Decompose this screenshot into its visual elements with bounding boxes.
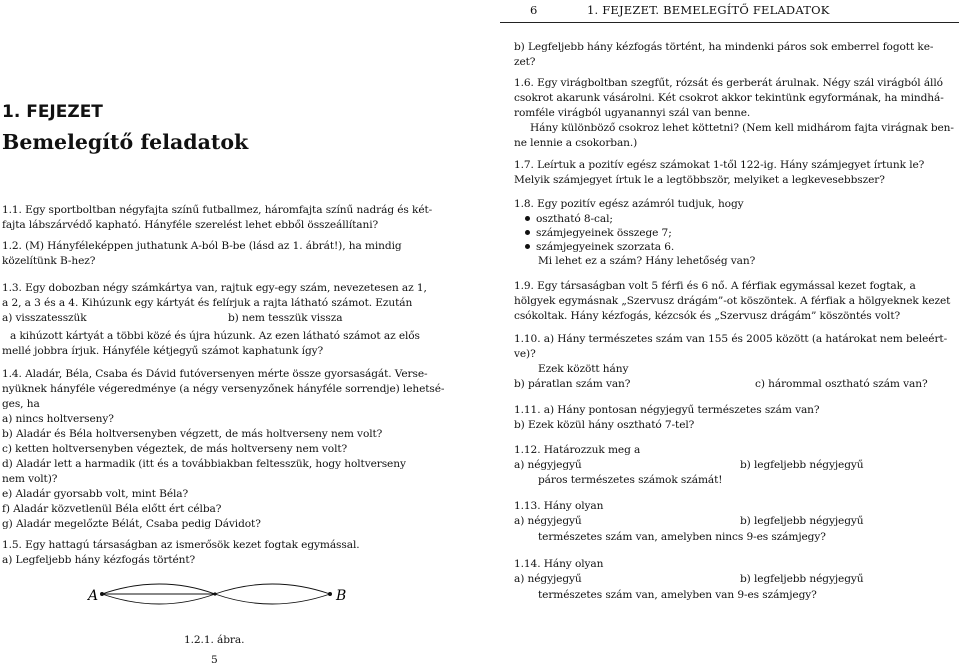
problem-1-5-a: a) Legfeljebb hány kézfogás történt? bbox=[2, 554, 196, 566]
running-title: 1. FEJEZET. BEMELEGÍTŐ FELADATOK bbox=[587, 3, 830, 17]
label-b: B bbox=[336, 588, 347, 604]
problem-1-14: 1.14. Hány olyan bbox=[514, 558, 604, 570]
chapter-title: Bemelegítő feladatok bbox=[2, 130, 249, 154]
bullet-icon bbox=[525, 230, 530, 235]
problem-1-12-a: a) négyjegyű bbox=[514, 459, 582, 471]
problem-1-11-b: b) Ezek közül hány osztható 7-tel? bbox=[514, 419, 695, 431]
problem-1-4-c: c) ketten holtversenyben végeztek, de más holtverseny nem volt? bbox=[2, 443, 348, 455]
problem-1-9-line: hölgyek egymásnak „Szervusz drágám”-ot köszöntek. A férfiak a hölgyeknek kezet bbox=[514, 295, 951, 307]
problem-1-10-b: b) páratlan szám van? bbox=[514, 378, 631, 390]
problem-1-4-b: b) Aladár és Béla holtversenyben végzett, de más holtverseny nem volt? bbox=[2, 428, 383, 440]
problem-1-6-line: romféle virágból ugyanannyi szál van benne. bbox=[514, 107, 751, 119]
problem-1-6: 1.6. Egy virágboltban szegfűt, rózsát és gerberát árulnak. Négy szál virágból álló bbox=[514, 77, 943, 89]
problem-1-14-line: természetes szám van, amelyben van 9-es számjegy? bbox=[538, 589, 817, 601]
problem-1-1-line: fajta lábszárvédő kapható. Hányféle szerelést lehet ebből összeállítani? bbox=[2, 219, 379, 231]
bullet-icon bbox=[525, 244, 530, 249]
problem-1-3: 1.3. Egy dobozban négy számkártya van, rajtuk egy-egy szám, nevezetesen az 1, bbox=[2, 282, 427, 294]
problem-1-9-line: csókoltak. Hány kézfogás, kézcsók és „Szervusz drágám” köszöntés volt? bbox=[514, 310, 901, 322]
problem-1-3-line: mellé jobbra írjuk. Hányféle kétjegyű számot kaphatunk így? bbox=[2, 345, 324, 357]
problem-1-4-d: d) Aladár lett a harmadik (itt és a továbbiakban feltesszük, hogy holtverseny bbox=[2, 458, 406, 470]
problem-1-9: 1.9. Egy társaságban volt 5 férfi és 6 nő. A férfiak egymással kezet fogtak, a bbox=[514, 280, 916, 292]
problem-1-4-g: g) Aladár megelőzte Bélát, Csaba pedig Dávidot? bbox=[2, 518, 261, 530]
problem-1-13-line: természetes szám van, amelyben nincs 9-es számjegy? bbox=[538, 531, 826, 543]
problem-1-4-line: ges, ha bbox=[2, 398, 40, 410]
problem-1-4-f: f) Aladár közvetlenül Béla előtt ért célba? bbox=[2, 503, 222, 515]
edge-upper-left bbox=[102, 584, 215, 594]
problem-1-5-b: b) Legfeljebb hány kézfogás történt, ha mindenki páros sok emberrel fogott ke- bbox=[514, 41, 934, 53]
problem-1-12-b: b) legfeljebb négyjegyű bbox=[740, 459, 864, 471]
problem-1-10-line: ve)? bbox=[514, 348, 536, 360]
problem-1-7: 1.7. Leírtuk a pozitív egész számokat 1-től 122-ig. Hány számjegyet írtunk le? bbox=[514, 159, 925, 171]
problem-1-4-d-line: nem volt)? bbox=[2, 473, 58, 485]
problem-1-13-b: b) legfeljebb négyjegyű bbox=[740, 515, 864, 527]
problem-1-8-bullet bbox=[525, 212, 613, 226]
problem-1-4-line: nyüknek hányféle végeredménye (a négy versenyzőnek hányféle sorrendje) lehetsé- bbox=[2, 383, 445, 395]
problem-1-14-b: b) legfeljebb négyjegyű bbox=[740, 573, 864, 585]
condition-text: osztható 8-cal; bbox=[536, 213, 613, 225]
figure-graph bbox=[80, 578, 370, 618]
chapter-label: 1. FEJEZET bbox=[2, 102, 103, 122]
problem-1-7-line: Melyik számjegyet írtuk le a legtöbbször, melyiket a legkevesebbszer? bbox=[514, 174, 885, 186]
problem-1-2: 1.2. (M) Hányféleképpen juthatunk A-ból B-be (lásd az 1. ábrát!), ha mindig bbox=[2, 240, 402, 252]
problem-1-6-line: Hány különböző csokroz lehet köttetni? (Nem kell midhárom fajta virágnak ben- bbox=[530, 122, 954, 134]
problem-1-8: 1.8. Egy pozitív egész azámról tudjuk, hogy bbox=[514, 198, 744, 210]
problem-1-13-a: a) négyjegyű bbox=[514, 515, 582, 527]
problem-1-12-line: páros természetes számok számát! bbox=[538, 474, 723, 486]
edge-lower-left bbox=[102, 594, 215, 604]
header-page-number: 6 bbox=[530, 3, 538, 17]
problem-1-6-line: ne lennie a csokorban.) bbox=[514, 137, 638, 149]
edge-lower-right bbox=[215, 594, 330, 604]
problem-1-12: 1.12. Határozzuk meg a bbox=[514, 444, 641, 456]
problem-1-3-a: a) visszatesszük bbox=[2, 312, 87, 324]
problem-1-5: 1.5. Egy hattagú társaságban az ismerősök kezet fogtak egymással. bbox=[2, 539, 360, 551]
bullet-icon bbox=[525, 216, 530, 221]
problem-1-6-line: csokrot akarunk vásárolni. Két csokrot akkor tekintünk egyformának, ha mindhá- bbox=[514, 92, 944, 104]
problem-1-8-bullet bbox=[525, 240, 674, 254]
header-rule bbox=[500, 22, 959, 23]
problem-1-4-a: a) nincs holtverseny? bbox=[2, 413, 114, 425]
problem-1-3-line: a 2, a 3 és a 4. Kihúzunk egy kártyát és felírjuk a rajta látható számot. Ezután bbox=[2, 297, 413, 309]
problem-1-8-question: Mi lehet ez a szám? Hány lehetőség van? bbox=[538, 255, 756, 267]
problem-1-10-c: c) hárommal osztható szám van? bbox=[755, 378, 928, 390]
problem-1-11: 1.11. a) Hány pontosan négyjegyű természetes szám van? bbox=[514, 404, 820, 416]
problem-1-5-b-line: zet? bbox=[514, 56, 536, 68]
problem-1-3-line: a kihúzott kártyát a többi közé és újra húzunk. Az ezen látható számot az elős bbox=[10, 330, 420, 342]
problem-1-10: 1.10. a) Hány természetes szám van 155 és 2005 között (a határokat nem beleért- bbox=[514, 333, 948, 345]
page-number-bottom: 5 bbox=[211, 654, 218, 666]
problem-1-2-line: közelítünk B-hez? bbox=[2, 255, 96, 267]
problem-1-10-line: Ezek között hány bbox=[538, 363, 629, 375]
label-a: A bbox=[88, 588, 99, 604]
problem-1-3-b: b) nem tesszük vissza bbox=[228, 312, 343, 324]
figure-caption: 1.2.1. ábra. bbox=[184, 634, 245, 646]
problem-1-4-e: e) Aladár gyorsabb volt, mint Béla? bbox=[2, 488, 189, 500]
condition-text: számjegyeinek összege 7; bbox=[536, 227, 672, 239]
problem-1-14-a: a) négyjegyű bbox=[514, 573, 582, 585]
edge-upper-right bbox=[215, 584, 330, 594]
problem-1-13: 1.13. Hány olyan bbox=[514, 500, 604, 512]
problem-1-1: 1.1. Egy sportboltban négyfajta színű futballmez, háromfajta színű nadrág és két- bbox=[2, 204, 433, 216]
problem-1-8-bullet bbox=[525, 226, 672, 240]
condition-text: számjegyeinek szorzata 6. bbox=[536, 241, 675, 253]
problem-1-4: 1.4. Aladár, Béla, Csaba és Dávid futóversenyen mérte össze gyorsaságát. Verse- bbox=[2, 368, 428, 380]
